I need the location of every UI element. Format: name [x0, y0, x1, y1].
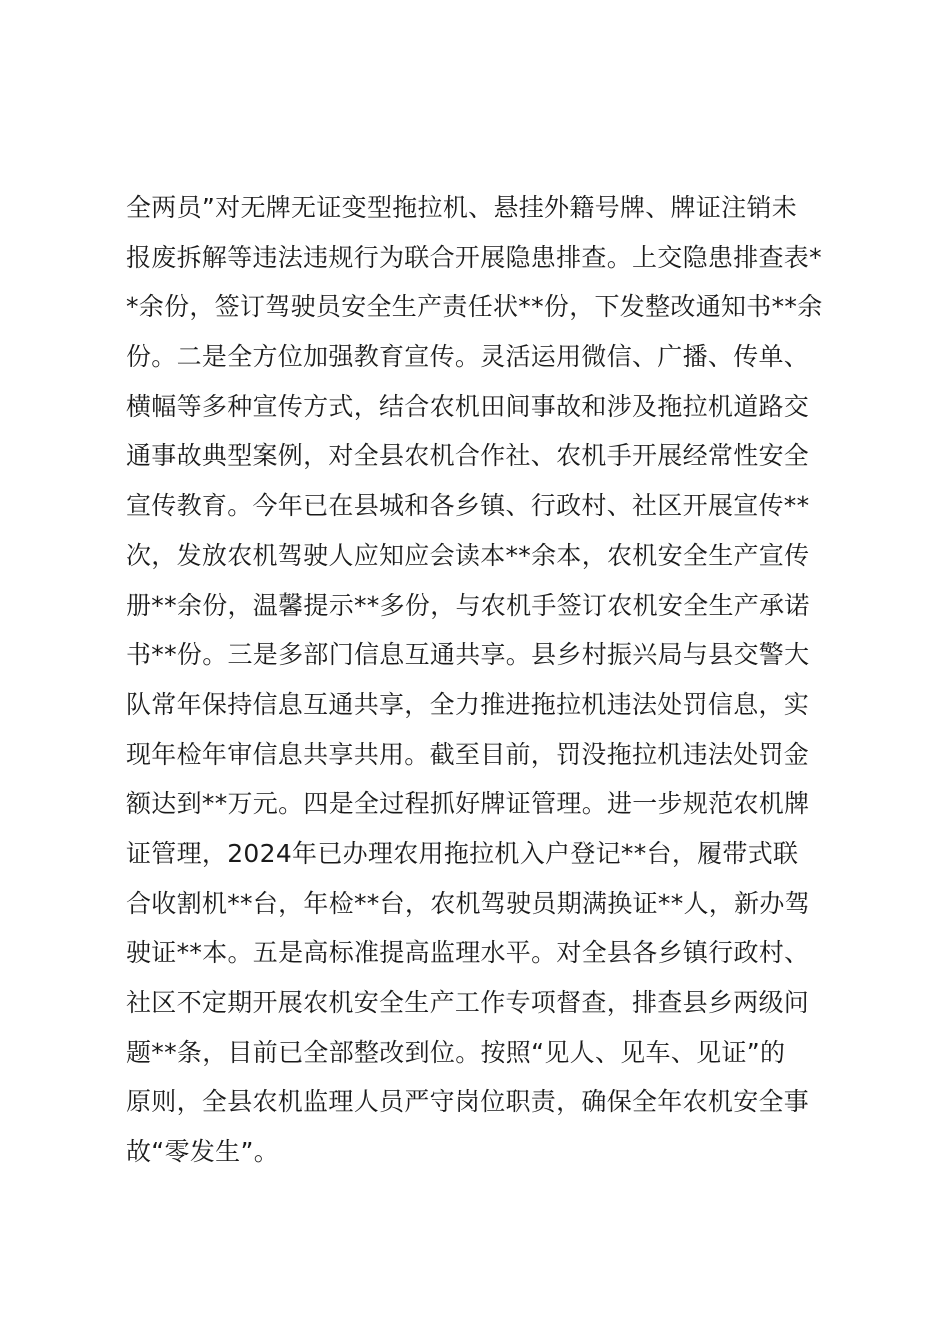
text-line: 书**份。三是多部门信息互通共享。县乡村振兴局与县交警大 — [126, 640, 810, 670]
text-line: 现年检年审信息共享共用。截至目前，罚没拖拉机违法处罚金 — [126, 739, 810, 769]
text-line: 题**条，目前已全部整改到位。按照“见人、见车、见证”的 — [126, 1037, 786, 1067]
text-line: 报废拆解等违法违规行为联合开展隐患排查。上交隐患排查表* — [126, 242, 822, 272]
text-line: 横幅等多种宣传方式，结合农机田间事故和涉及拖拉机道路交 — [126, 391, 810, 421]
text-line: 原则，全县农机监理人员严守岗位职责，确保全年农机安全事 — [126, 1087, 810, 1117]
text-line: 社区不定期开展农机安全生产工作专项督查，排查县乡两级问 — [126, 988, 810, 1017]
text-line: 通事故典型案例，对全县农机合作社、农机手开展经常性安全 — [126, 441, 810, 471]
text-line: 证管理，2024年已办理农用拖拉机入户登记**台，履带式联 — [126, 838, 799, 868]
text-line: 全两员”对无牌无证变型拖拉机、悬挂外籍号牌、牌证注销未 — [126, 193, 798, 222]
text-line: 合收割机**台，年检**台，农机驾驶员期满换证**人，新办驾 — [126, 888, 811, 918]
body-paragraph — [126, 183, 846, 1177]
text-line: 故“零发生”。 — [126, 1137, 280, 1167]
text-line: 次，发放农机驾驶人应知应会读本**余本，农机安全生产宣传 — [126, 540, 810, 570]
text-line: 宣传教育。今年已在县城和各乡镇、行政村、社区开展宣传** — [126, 491, 810, 521]
text-line: 驶证**本。五是高标准提高监理水平。对全县各乡镇行政村、 — [126, 938, 810, 968]
text-line: 队常年保持信息互通共享，全力推进拖拉机违法处罚信息，实 — [126, 689, 810, 719]
text-line: *余份，签订驾驶员安全生产责任状**份，下发整改通知书**余 — [126, 292, 823, 322]
text-line: 册**余份，温馨提示**多份，与农机手签订农机安全生产承诺 — [126, 590, 810, 620]
text-line: 份。二是全方位加强教育宣传。灵活运用微信、广播、传单、 — [126, 342, 810, 372]
text-line: 额达到**万元。四是全过程抓好牌证管理。进一步规范农机牌 — [126, 789, 810, 819]
